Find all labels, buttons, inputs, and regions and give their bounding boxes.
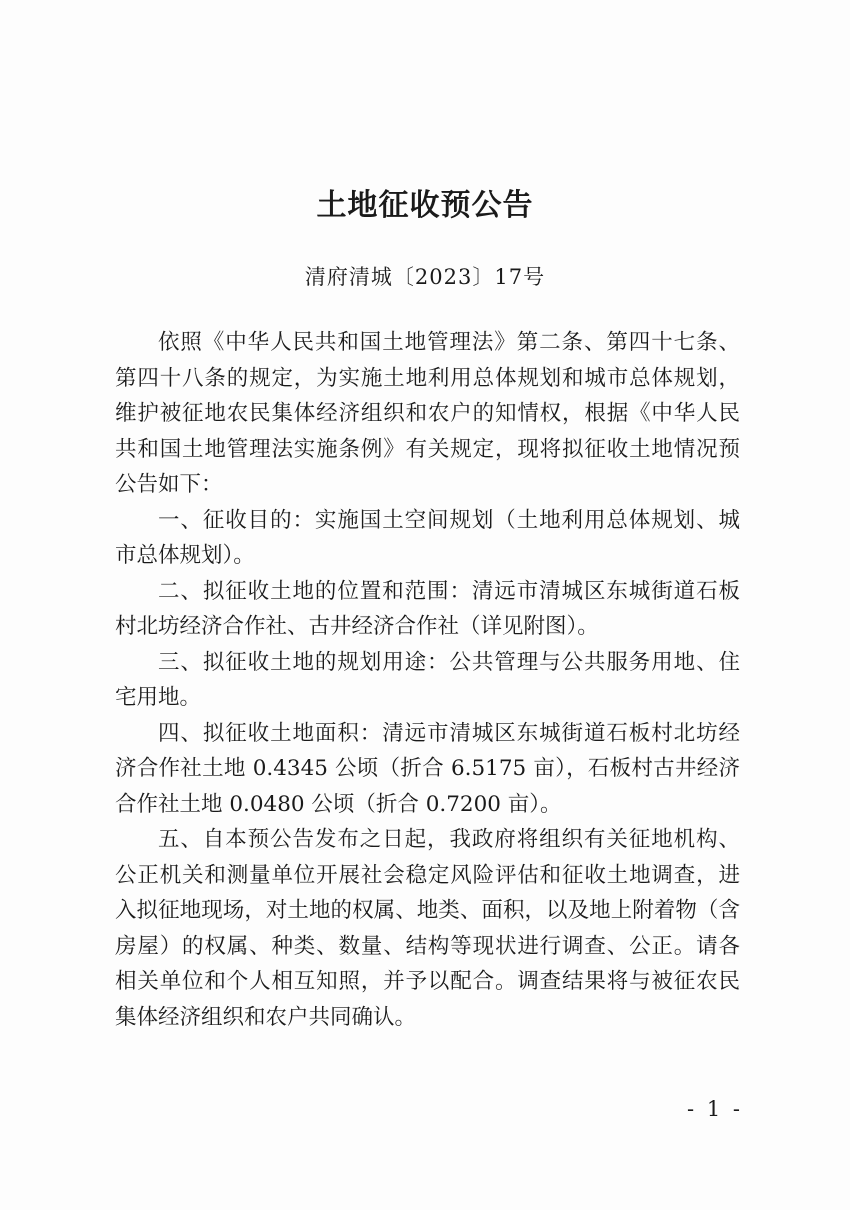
text-line: 集体经济组织和农户共同确认。: [115, 1004, 417, 1030]
paragraph-location: [115, 574, 740, 645]
paragraph-area: [115, 716, 740, 823]
text-line: 市总体规划）。: [115, 543, 255, 568]
text-line: 二、拟征收土地的位置和范围：清远市清城区东城街道石板: [158, 578, 740, 604]
paragraph-survey: [115, 822, 740, 1035]
text-line: 依照《中华人民共和国土地管理法》第二条、第四十七条、: [158, 330, 740, 355]
text-line: 三、拟征收土地的规划用途：公共管理与公共服务用地、住: [158, 649, 740, 675]
paragraph-purpose: [115, 503, 740, 574]
text-line: 维护被征地农民集体经济组织和农户的知情权，根据《中华人民: [115, 401, 740, 426]
document-title: 土地征收预公告: [316, 188, 534, 223]
text-line: 合作社土地 0.0480 公顷（折合 0.7200 亩）。: [115, 791, 562, 817]
document-body: [115, 325, 740, 1035]
text-line: 共和国土地管理法实施条例》有关规定，现将拟征收土地情况预: [115, 436, 740, 462]
text-line: 宅用地。: [115, 685, 202, 710]
text-line: 村北坊经济合作社、古井经济合作社（详见附图）。: [115, 614, 599, 639]
text-line: 房屋）的权属、种类、数量、结构等现状进行调查、公正。请各: [115, 933, 740, 959]
text-line: 相关单位和个人相互知照，并予以配合。调查结果将与被征农民: [115, 969, 740, 994]
text-line: 济合作社土地 0.4345 公顷（折合 6.5175 亩），石板村古井经济: [115, 756, 740, 781]
paragraph-usage: [115, 645, 740, 716]
text-line: 入拟征地现场，对土地的权属、地类、面积，以及地上附着物（含: [115, 898, 740, 923]
text-line: 公正机关和测量单位开展社会稳定风险评估和征收土地调查，进: [115, 862, 740, 888]
text-line: 公告如下：: [115, 472, 223, 497]
text-line: 一、征收目的：实施国土空间规划（土地利用总体规划、城: [158, 507, 740, 533]
text-line: 五、自本预公告发布之日起，我政府将组织有关征地机构、: [158, 827, 740, 852]
page-number: - 1 -: [687, 1097, 743, 1121]
document-number: 清府清城〔2023〕17号: [304, 265, 546, 289]
text-line: 第四十八条的规定，为实施土地利用总体规划和城市总体规划，: [115, 365, 740, 391]
paragraph-basis: [115, 325, 740, 503]
text-line: 四、拟征收土地面积：清远市清城区东城街道石板村北坊经: [158, 720, 740, 746]
